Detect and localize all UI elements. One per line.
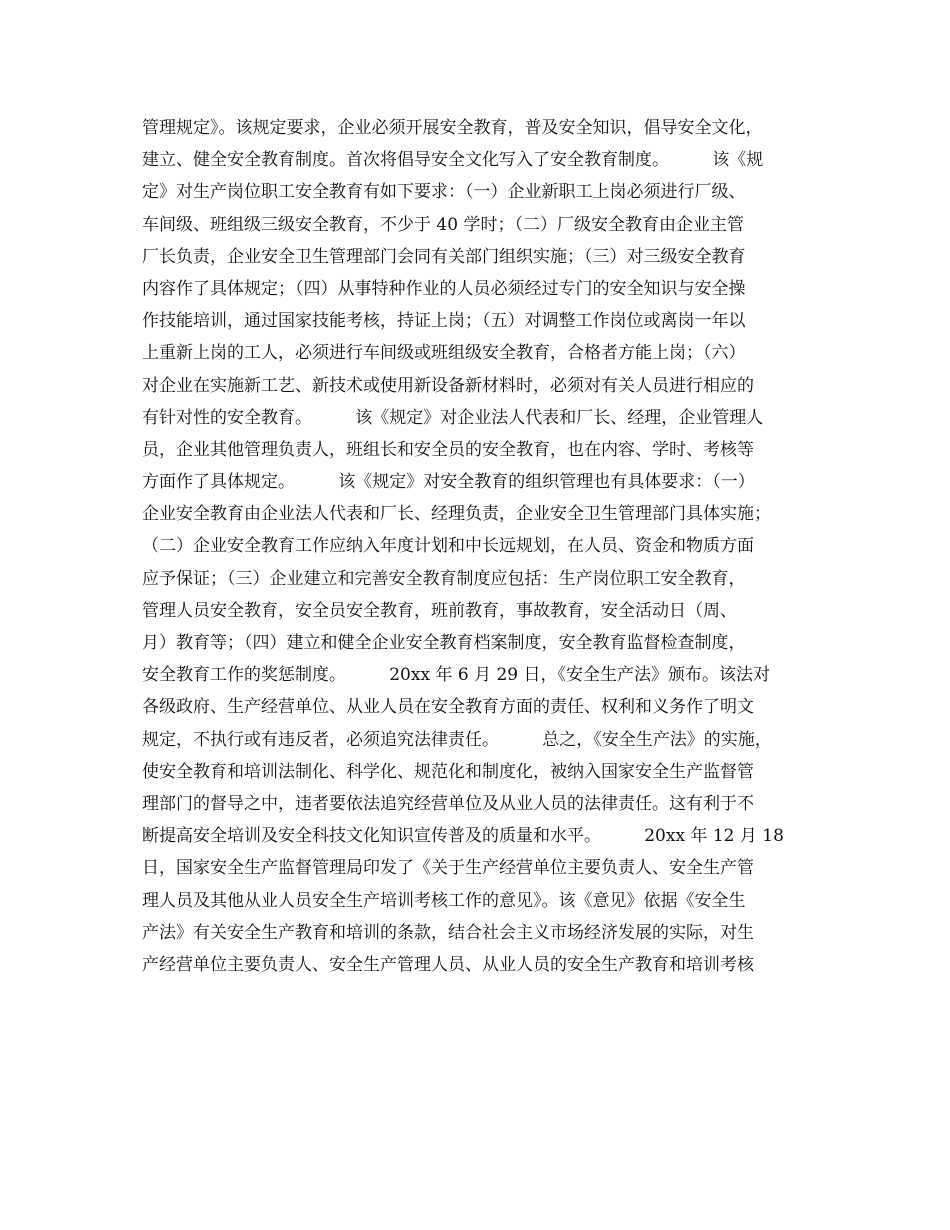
text-line: 应予保证；（三）企业建立和完善安全教育制度应包括：生产岗位职工安全教育， bbox=[142, 568, 746, 589]
body-text bbox=[142, 112, 832, 981]
text-line: 各级政府、生产经营单位、从业人员在安全教育方面的责任、权利和义务作了明文 bbox=[142, 697, 754, 718]
text-line: 定》对生产岗位职工安全教育有如下要求：（一）企业新职工上岗必须进行厂级、 bbox=[142, 182, 746, 203]
text-line: （二）企业安全教育工作应纳入年度计划和中长远规划，在人员、资金和物质方面 bbox=[142, 536, 754, 557]
text-line: 管理规定》。该规定要求，企业必须开展安全教育，普及安全知识，倡导安全文化， bbox=[142, 118, 763, 138]
text-line: 厂长负责，企业安全卫生管理部门会同有关部门组织实施；（三）对三级安全教育 bbox=[142, 246, 746, 267]
text-line: 员，企业其他管理负责人，班组长和安全员的安全教育，也在内容、学时、考核等 bbox=[142, 439, 754, 460]
text-line: 产经营单位主要负责人、安全生产管理人员、从业人员的安全生产教育和培训考核 bbox=[142, 954, 754, 975]
text-line: 方面作了具体规定。 该《规定》对安全教育的组织管理也有具体要求：（一） bbox=[142, 472, 755, 493]
text-line: 有针对性的安全教育。 该《规定》对企业法人代表和厂长、经理，企业管理人 bbox=[142, 407, 764, 428]
text-line: 产法》有关安全生产教育和培训的条款，结合社会主义市场经济发展的实际，对生 bbox=[142, 922, 754, 943]
text-line: 车间级、班组级三级安全教育，不少于 40 学时；（二）厂级安全教育由企业主管 bbox=[142, 214, 744, 235]
text-line: 断提高安全培训及安全科技文化知识宣传普及的质量和水平。 20xx 年 12 月 18 bbox=[142, 826, 784, 847]
text-line: 对企业在实施新工艺、新技术或使用新设备新材料时，必须对有关人员进行相应的 bbox=[142, 375, 754, 396]
text-line: 理人员及其他从业人员安全生产培训考核工作的意见》。该《意见》依据《安全生 bbox=[142, 890, 746, 911]
text-line: 日，国家安全生产监督管理局印发了《关于生产经营单位主要负责人、安全生产管 bbox=[142, 858, 754, 879]
text-line: 管理人员安全教育，安全员安全教育，班前教育，事故教育，安全活动日（周、 bbox=[142, 600, 737, 621]
text-line: 月）教育等；（四）建立和健全企业安全教育档案制度，安全教育监督检查制度， bbox=[142, 633, 746, 653]
text-line: 理部门的督导之中，违者要依法追究经营单位及从业人员的法律责任。这有利于不 bbox=[142, 793, 754, 814]
text-line: 企业安全教育由企业法人代表和厂长、经理负责，企业安全卫生管理部门具体实施； bbox=[142, 504, 771, 525]
text-line: 内容作了具体规定；（四）从事特种作业的人员必须经过专门的安全知识与安全操 bbox=[142, 278, 746, 299]
text-line: 上重新上岗的工人，必须进行车间级或班组级安全教育，合格者方能上岗；（六） bbox=[142, 343, 746, 364]
text-line: 规定，不执行或有违反者，必须追究法律责任。 总之，《安全生产法》的实施， bbox=[142, 729, 772, 750]
text-line: 作技能培训，通过国家技能考核，持证上岗；（五）对调整工作岗位或离岗一年以 bbox=[142, 311, 746, 332]
text-line: 使安全教育和培训法制化、科学化、规范化和制度化，被纳入国家安全生产监督管 bbox=[142, 761, 754, 782]
text-line: 建立、健全安全教育制度。首次将倡导安全文化写入了安全教育制度。 该《规 bbox=[142, 150, 764, 171]
text-line: 安全教育工作的奖惩制度。 20xx 年 6 月 29 日，《安全生产法》颁布。该法对 bbox=[142, 665, 771, 686]
